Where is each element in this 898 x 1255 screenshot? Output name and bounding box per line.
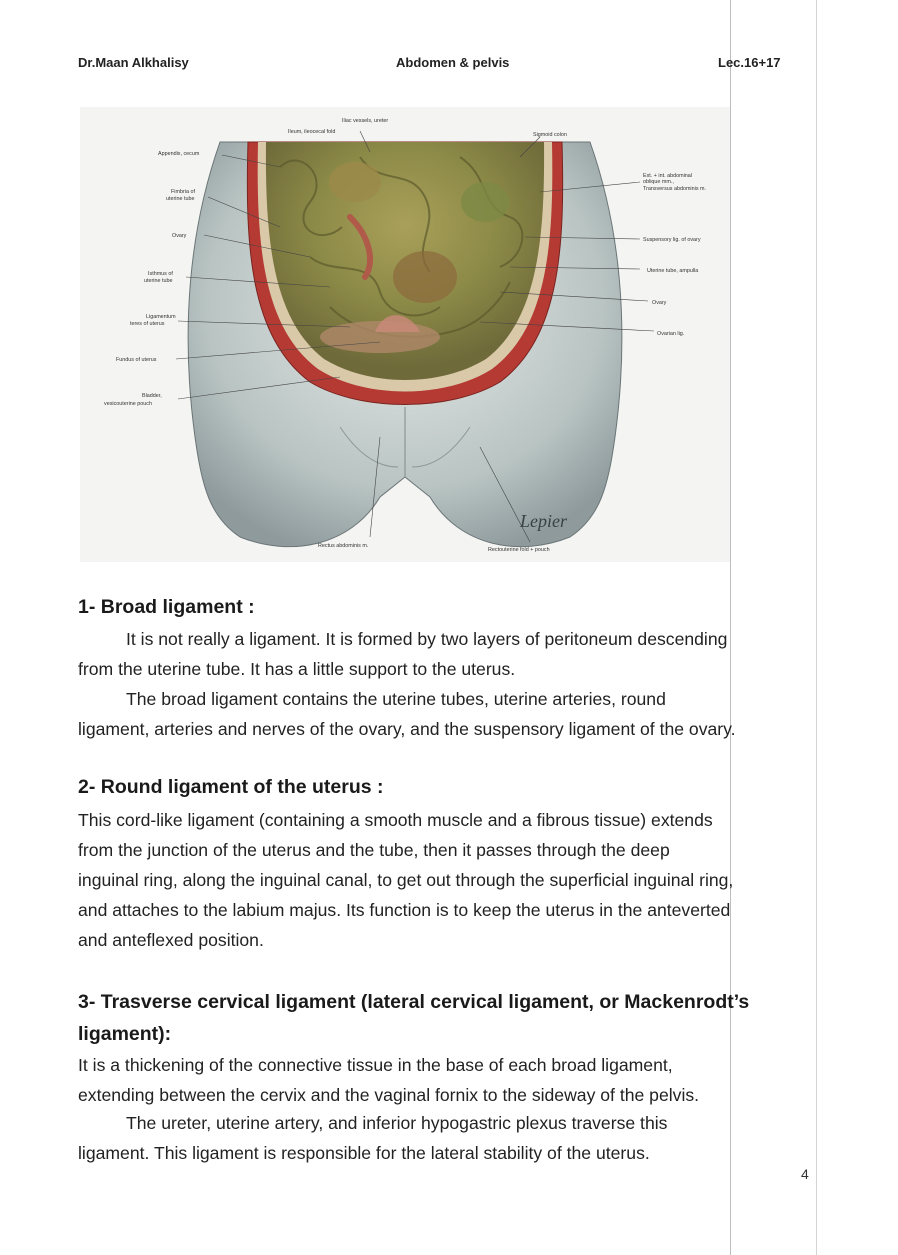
header-lecture: Lec.16+17	[718, 55, 781, 70]
text-line: from the uterine tube. It has a little support to the uterus.	[78, 659, 516, 679]
section-title-broad-ligament: 1- Broad ligament :	[78, 596, 255, 618]
section-2-paragraph-1	[78, 805, 733, 955]
label-ileum: Ileum, ileocecal fold	[288, 129, 336, 135]
text-line: The broad ligament contains the uterine tubes, uterine arteries, round	[126, 689, 666, 709]
pelvis-anatomy-figure	[80, 107, 730, 562]
label-rectouterine: Rectouterine fold + pouch	[488, 547, 550, 553]
label-iliac-vessels: Iliac vessels, ureter	[342, 118, 389, 124]
label-uterine-ampulla: Uterine tube, ampulla	[647, 268, 699, 274]
scan-edge-line	[816, 0, 817, 1255]
label-fimbria-2: uterine tube	[166, 196, 195, 202]
label-ligamentum-2: teres of uterus	[130, 321, 165, 327]
text-line: The ureter, uterine artery, and inferior hypogastric plexus traverse this	[126, 1113, 668, 1133]
section-title-transverse-cervical	[78, 986, 749, 1050]
text-line: ligament. This ligament is responsible for the lateral stability of the uterus.	[78, 1143, 650, 1163]
label-sigmoid: Sigmoid colon	[533, 132, 567, 138]
label-bladder-2: vesicouterine pouch	[104, 401, 152, 407]
label-suspensory: Suspensory lig. of ovary	[643, 237, 701, 243]
text-line: This cord-like ligament (containing a smooth muscle and a fibrous tissue) extends	[78, 810, 713, 830]
artist-signature: Lepier	[520, 511, 567, 531]
text-line: ligament, arteries and nerves of the ovary, and the suspensory ligament of the ovary.	[78, 719, 736, 739]
section-1-paragraph-2	[78, 684, 736, 744]
page-number: 4	[801, 1166, 809, 1182]
label-rectus: Rectus abdominis m.	[318, 543, 369, 549]
label-ovary-right: Ovary	[652, 300, 667, 306]
label-ligamentum: Ligamentum	[146, 314, 176, 320]
page-header	[0, 55, 898, 75]
label-oblique: Ext. + int. abdominal	[643, 173, 692, 179]
scan-edge-line	[730, 0, 731, 1255]
text-line: extending between the cervix and the vaginal fornix to the sideway of the pelvis.	[78, 1085, 700, 1105]
label-isthmus-2: uterine tube	[144, 278, 173, 284]
label-isthmus: Isthmus of	[148, 271, 173, 277]
text-line: and anteflexed position.	[78, 930, 264, 950]
text-line: and attaches to the labium majus. Its function is to keep the uterus in the anteverted	[78, 900, 731, 920]
section-title-round-ligament: 2- Round ligament of the uterus :	[78, 776, 384, 798]
section-title-line: ligament):	[78, 1023, 172, 1045]
section-title-line: 3- Trasverse cervical ligament (lateral cervical ligament, or Mackenrodt’s	[78, 991, 750, 1013]
label-ovarian-lig: Ovarian lig.	[657, 331, 685, 337]
section-3-paragraph-2	[78, 1108, 667, 1168]
label-ovary-left: Ovary	[172, 233, 187, 239]
section-1-paragraph-1	[78, 624, 727, 684]
pelvis-illustration	[80, 107, 730, 562]
label-oblique-3: Transversus abdominis m.	[643, 186, 707, 192]
section-3-paragraph-1	[78, 1050, 699, 1110]
header-subject: Abdomen & pelvis	[396, 55, 510, 70]
label-bladder: Bladder,	[142, 393, 162, 399]
text-line: It is not really a ligament. It is formed by two layers of peritoneum descending	[126, 629, 728, 649]
label-appendix: Appendix, cecum	[158, 151, 200, 157]
text-line: It is a thickening of the connective tissue in the base of each broad ligament,	[78, 1055, 673, 1075]
label-fundus: Fundus of uterus	[116, 357, 157, 363]
label-fimbria: Fimbria of	[171, 189, 195, 195]
header-author: Dr.Maan Alkhalisy	[78, 55, 189, 70]
label-oblique-2: oblique mm.,	[643, 179, 674, 185]
text-line: from the junction of the uterus and the tube, then it passes through the deep	[78, 840, 670, 860]
text-line: inguinal ring, along the inguinal canal, to get out through the superficial inguinal ring,	[78, 870, 734, 890]
